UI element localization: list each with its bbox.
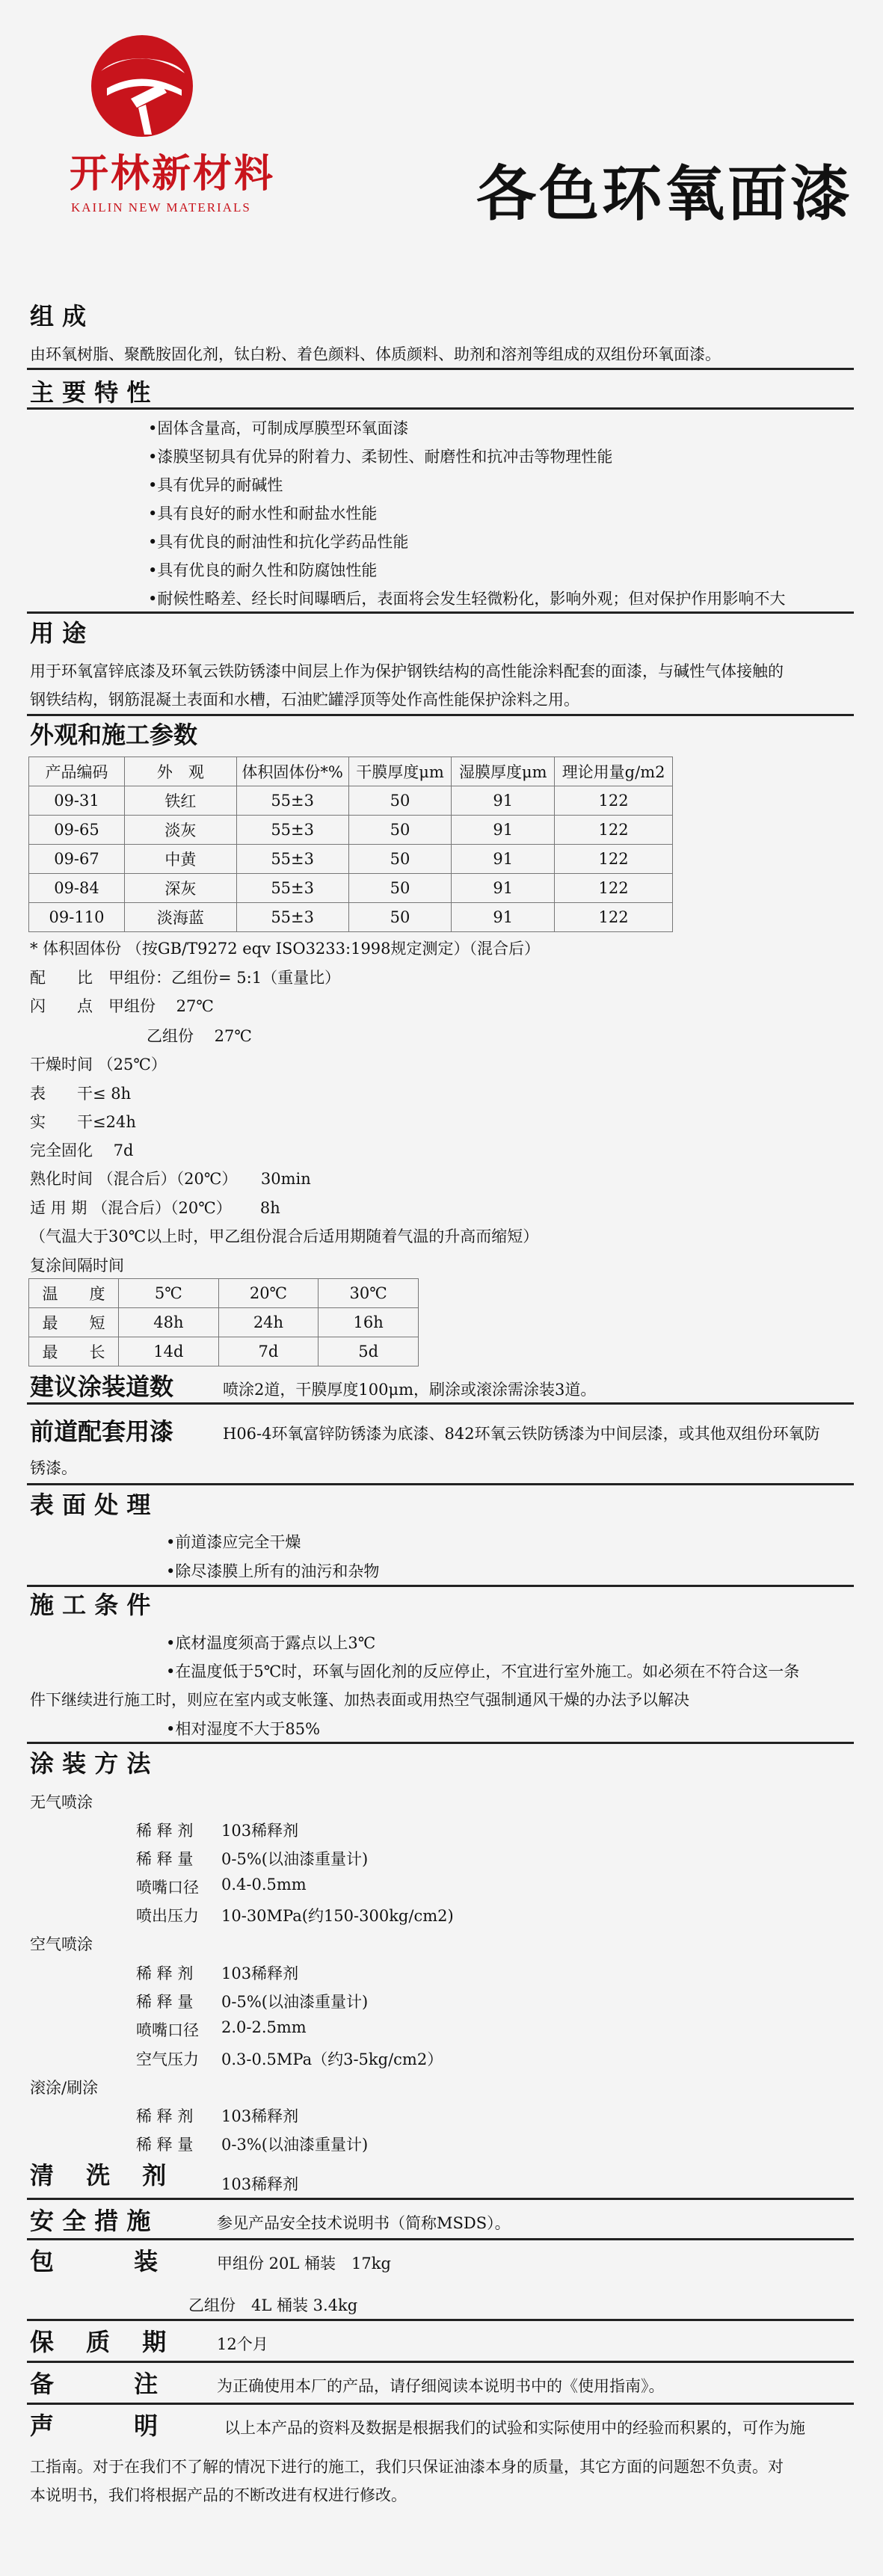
method-label: 稀 释 剂 [136, 2107, 194, 2125]
full-cure: 完全固化 7d [30, 1141, 134, 1159]
induction-time: 熟化时间 （混合后）（20℃） 30min [30, 1170, 311, 1188]
table-cell: 淡海蓝 [124, 903, 236, 932]
table-cell: 55±3 [236, 786, 348, 816]
column-header: 理论用量g/m2 [555, 757, 673, 786]
clean-heading: 清 洗 剂 [30, 2161, 167, 2190]
statement-heading: 声 明 [30, 2412, 159, 2440]
usage-heading: 用 途 [30, 619, 87, 647]
condition-item: 件下继续进行施工时，则应在室内或支帐篷、加热表面或用热空气强制通风干燥的办法予以解决 [30, 1691, 689, 1709]
table-cell: 122 [555, 903, 673, 932]
table-cell: 深灰 [124, 874, 236, 903]
table-row [29, 1337, 419, 1366]
feature-item: •具有优良的耐油性和抗化学药品性能 [148, 533, 409, 551]
clean-text: 103稀释剂 [221, 2175, 299, 2193]
method-value: 0-5%(以油漆重量计) [221, 1993, 369, 2011]
table-cell: 50 [348, 903, 452, 932]
divider [27, 2361, 854, 2363]
divider [27, 1742, 854, 1744]
table-cell: 最 短 [29, 1308, 119, 1337]
table-cell: 14d [119, 1337, 219, 1366]
method-value: 0-3%(以油漆重量计) [221, 2136, 369, 2154]
table-cell: 7d [218, 1337, 319, 1366]
flash-point-b: 乙组份 27℃ [147, 1027, 252, 1045]
table-cell: 91 [452, 816, 555, 845]
feature-item: •耐候性略差、经长时间曝晒后，表面将会发生轻微粉化，影响外观；但对保护作用影响不大 [148, 590, 786, 608]
table-cell: 50 [348, 786, 452, 816]
divider [27, 2319, 854, 2321]
table-cell: 20℃ [218, 1279, 319, 1308]
table-cell: 16h [319, 1308, 419, 1337]
table-cell: 122 [555, 874, 673, 903]
table-cell: 55±3 [236, 874, 348, 903]
table-cell: 122 [555, 816, 673, 845]
method-value: 0.4-0.5mm [221, 1876, 307, 1894]
feature-item: •具有优异的耐碱性 [148, 476, 283, 494]
statement-text: 工指南。对于在我们不了解的情况下进行的施工，我们只保证油漆本身的质量，其它方面的问题恕不负责。对 [30, 2458, 784, 2476]
method-label: 喷嘴口径 [136, 2021, 199, 2039]
table-cell: 24h [218, 1308, 319, 1337]
composition-heading: 组 成 [30, 302, 87, 330]
table-cell: 50 [348, 845, 452, 874]
method-value: 103稀释剂 [221, 1965, 299, 1982]
coats-heading: 建议涂装道数 [30, 1372, 174, 1401]
table-cell: 48h [119, 1308, 219, 1337]
column-header: 产品编码 [29, 757, 125, 786]
divider [27, 611, 854, 614]
packing-heading: 包 装 [30, 2247, 159, 2275]
column-header: 外 观 [124, 757, 236, 786]
page-title: 各色环氧面漆 [476, 159, 853, 229]
table-cell: 09-110 [29, 903, 125, 932]
recoat-table [28, 1278, 419, 1366]
table-cell: 30℃ [319, 1279, 419, 1308]
table-cell: 09-65 [29, 816, 125, 845]
table-cell: 91 [452, 845, 555, 874]
divider [27, 1585, 854, 1587]
mix-ratio: 配 比 甲组份：乙组份= 5:1（重量比） [30, 969, 341, 987]
hard-dry: 实 干≤24h [30, 1113, 136, 1131]
table-cell: 铁红 [124, 786, 236, 816]
method-label: 稀 释 量 [136, 2136, 194, 2154]
feature-item: •具有优良的耐久性和防腐蚀性能 [148, 561, 378, 579]
column-header: 湿膜厚度μm [452, 757, 555, 786]
shelf-text: 12个月 [217, 2335, 268, 2353]
divider [27, 368, 854, 370]
table-cell: 温 度 [29, 1279, 119, 1308]
brand-name: 开林新材料 [70, 152, 276, 197]
divider [27, 1402, 854, 1405]
composition-text: 由环氧树脂、聚酰胺固化剂，钛白粉、着色颜料、体质颜料、助剂和溶剂等组成的双组份环氧面漆。 [30, 345, 721, 363]
method-label: 稀 释 剂 [136, 1965, 194, 1982]
method-value: 10-30MPa(约150-300kg/cm2) [221, 1907, 454, 1925]
table-cell: 55±3 [236, 903, 348, 932]
condition-item: •底材温度须高于露点以上3℃ [166, 1634, 376, 1652]
brand-name-en: KAILIN NEW MATERIALS [71, 200, 251, 215]
table-cell: 09-84 [29, 874, 125, 903]
table-cell: 91 [452, 786, 555, 816]
divider [27, 2198, 854, 2200]
table-cell: 122 [555, 845, 673, 874]
table-row [29, 845, 673, 874]
table-cell: 55±3 [236, 845, 348, 874]
surface-item: •前道漆应完全干燥 [166, 1533, 301, 1551]
params-heading: 外观和施工参数 [30, 721, 198, 749]
surface-dry: 表 干≤ 8h [30, 1085, 132, 1103]
prior-text: 锈漆。 [30, 1459, 77, 1477]
method-label: 喷嘴口径 [136, 1879, 199, 1896]
safety-text: 参见产品安全技术说明书（简称MSDS）。 [217, 2214, 511, 2232]
conditions-heading: 施 工 条 件 [30, 1591, 151, 1619]
table-cell: 91 [452, 903, 555, 932]
kailin-logo-icon [86, 30, 198, 142]
method-label: 空气压力 [136, 2050, 199, 2068]
statement-text: 本说明书，我们将根据产品的不断改进有权进行修改。 [30, 2486, 407, 2504]
surface-heading: 表 面 处 理 [30, 1491, 151, 1519]
prior-heading: 前道配套用漆 [30, 1417, 174, 1446]
table-cell: 5d [319, 1337, 419, 1366]
method-label: 稀 释 量 [136, 1850, 194, 1868]
table-cell: 中黄 [124, 845, 236, 874]
table-cell: 50 [348, 874, 452, 903]
flash-point-a: 闪 点 甲组份 27℃ [30, 997, 214, 1015]
table-cell: 09-31 [29, 786, 125, 816]
features-heading: 主 要 特 性 [30, 378, 151, 407]
method-value: 0.3-0.5MPa（约3-5kg/cm2） [221, 2050, 443, 2068]
coats-text: 喷涂2道，干膜厚度100μm，刷涂或滚涂需涂装3道。 [223, 1381, 597, 1399]
divider [27, 407, 854, 410]
method-value: 103稀释剂 [221, 1822, 299, 1840]
table-row [29, 816, 673, 845]
airless-title: 无气喷涂 [30, 1793, 93, 1811]
method-value: 2.0-2.5mm [221, 2018, 307, 2036]
condition-item: •相对湿度不大于85% [166, 1720, 321, 1738]
table-row [29, 786, 673, 816]
solids-note: * 体积固体份 （按GB/T9272 eqv ISO3233:1998规定测定）（混合后） [30, 940, 541, 958]
method-label: 稀 释 量 [136, 1993, 194, 2011]
method-label: 稀 释 剂 [136, 1822, 194, 1840]
method-label: 喷出压力 [136, 1907, 199, 1925]
table-row [29, 874, 673, 903]
surface-item: •除尽漆膜上所有的油污和杂物 [166, 1562, 380, 1580]
pot-life: 适 用 期 （混合后）（20℃） 8h [30, 1199, 280, 1217]
packing-text: 甲组份 20L 桶装 17kg [217, 2255, 391, 2273]
feature-item: •具有良好的耐水性和耐盐水性能 [148, 505, 378, 523]
packing-text: 乙组份 4L 桶装 3.4kg [188, 2296, 358, 2314]
table-cell: 122 [555, 786, 673, 816]
usage-text: 用于环氧富锌底漆及环氧云铁防锈漆中间层上作为保护钢铁结构的高性能涂料配套的面漆，与碱性气体接触的 [30, 662, 784, 680]
feature-item: •固体含量高，可制成厚膜型环氧面漆 [148, 419, 409, 437]
dry-time-title: 干燥时间 （25℃） [30, 1056, 167, 1073]
recoat-title: 复涂间隔时间 [30, 1257, 124, 1275]
table-cell: 55±3 [236, 816, 348, 845]
divider [27, 2403, 854, 2405]
table-row [29, 1279, 419, 1308]
air-title: 空气喷涂 [30, 1935, 93, 1953]
condition-item: •在温度低于5℃时，环氧与固化剂的反应停止，不宜进行室外施工。如必须在不符合这一条 [166, 1663, 800, 1680]
product-table [28, 757, 673, 932]
table-cell: 最 长 [29, 1337, 119, 1366]
remark-heading: 备 注 [30, 2370, 159, 2398]
table-header-row [29, 757, 673, 786]
method-heading: 涂 装 方 法 [30, 1749, 151, 1778]
table-cell: 淡灰 [124, 816, 236, 845]
divider [27, 2238, 854, 2240]
method-value: 0-5%(以油漆重量计) [221, 1850, 369, 1868]
safety-heading: 安 全 措 施 [30, 2207, 151, 2235]
feature-item: •漆膜坚韧具有优异的附着力、柔韧性、耐磨性和抗冲击等物理性能 [148, 448, 613, 466]
statement-text: 以上本产品的资料及数据是根据我们的试验和实际使用中的经验而积累的，可作为施 [224, 2419, 805, 2437]
usage-text: 钢铁结构，钢筋混凝土表面和水槽，石油贮罐浮顶等处作高性能保护涂料之用。 [30, 691, 579, 709]
pot-life-note: （气温大于30℃以上时，甲乙组份混合后适用期随着气温的升高而缩短） [30, 1227, 539, 1245]
roll-title: 滚涂/刷涂 [30, 2079, 99, 2097]
remark-text: 为正确使用本厂的产品，请仔细阅读本说明书中的《使用指南》。 [217, 2377, 665, 2395]
table-cell: 50 [348, 816, 452, 845]
table-cell: 09-67 [29, 845, 125, 874]
column-header: 体积固体份*% [236, 757, 348, 786]
column-header: 干膜厚度μm [348, 757, 452, 786]
table-cell: 91 [452, 874, 555, 903]
divider [27, 1483, 854, 1485]
method-value: 103稀释剂 [221, 2107, 299, 2125]
table-row [29, 1308, 419, 1337]
shelf-heading: 保 质 期 [30, 2328, 167, 2356]
table-row [29, 903, 673, 932]
table-cell: 5℃ [119, 1279, 219, 1308]
prior-text: H06-4环氧富锌防锈漆为底漆、842环氧云铁防锈漆为中间层漆，或其他双组份环氧防 [223, 1425, 820, 1443]
